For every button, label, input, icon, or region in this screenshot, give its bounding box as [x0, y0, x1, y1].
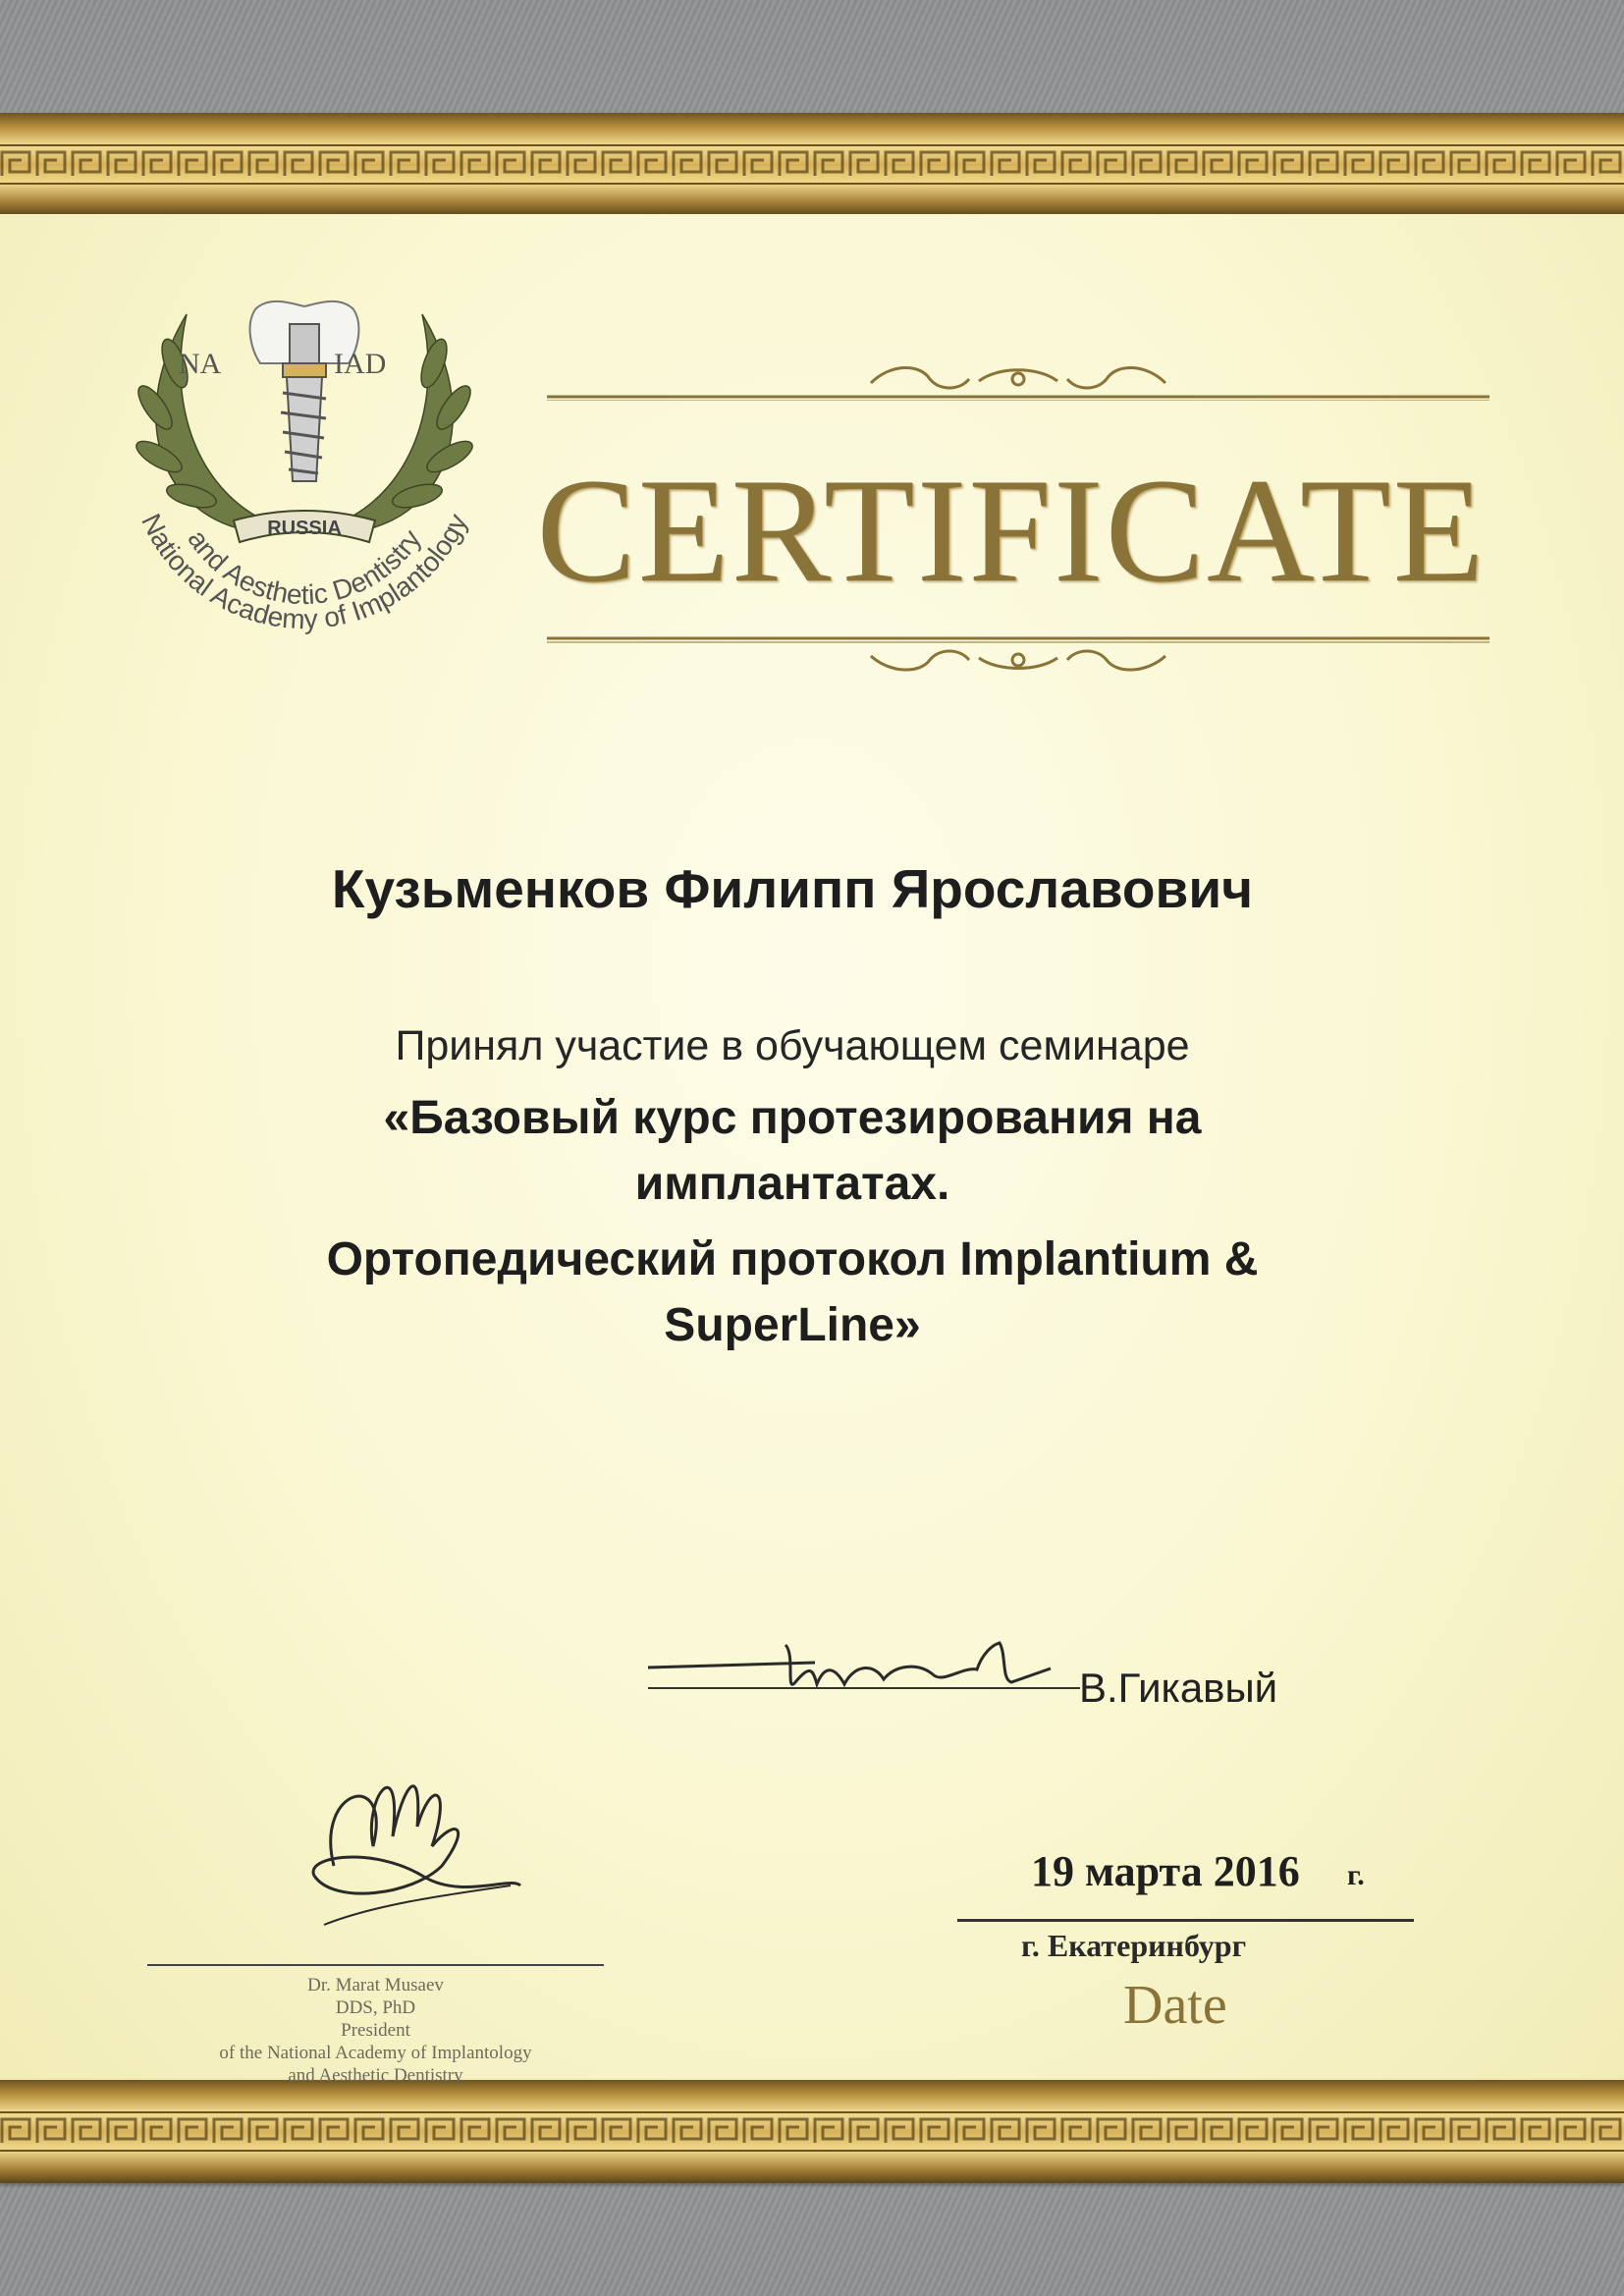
logo-na-text: NA [179, 348, 222, 380]
logo-arc-line1: National Academy of Implantology [135, 509, 473, 635]
president-signature-line [147, 1964, 604, 1966]
course-line: SuperLine» [664, 1299, 921, 1351]
bottom-border-pattern [0, 2080, 1624, 2183]
date-line [957, 1919, 1414, 1922]
certificate-date: 19 марта 2016 [1031, 1847, 1300, 1895]
certificate-city: г. Екатеринбург [1021, 1928, 1247, 1963]
president-role: President [341, 2020, 410, 2041]
logo-arc-line2: and Aesthetic Dentistry [182, 523, 427, 611]
date-label: Date [1123, 1975, 1227, 2036]
russia-ribbon [234, 511, 375, 542]
president-signature [295, 1728, 540, 1944]
participation-text: Принял участие в обучающем семинаре [395, 1022, 1190, 1069]
title-ornament-bottom [547, 636, 1489, 676]
recipient-name: Кузьменков Филипп Ярославович [331, 858, 1254, 919]
president-degree: DDS, PhD [335, 1997, 416, 2018]
instructor-name: В.Гикавый [1079, 1665, 1278, 1711]
bottom-gold-border [0, 2080, 1624, 2183]
president-org-line: of the National Academy of Implantology [219, 2043, 532, 2063]
president-name: Dr. Marat Musaev [307, 1975, 444, 1995]
course-line: имплантатах. [634, 1158, 950, 1210]
course-line: Ортопедический протокол Implantium & [326, 1233, 1259, 1285]
ribbon-text: RUSSIA [267, 518, 342, 539]
president-credentials [147, 1974, 604, 2087]
president-org-line: and Aesthetic Dentistry [288, 2065, 463, 2086]
top-gold-border [0, 113, 1624, 216]
top-border-pattern [0, 113, 1624, 216]
tooth-implant-icon [250, 301, 359, 481]
instructor-signature-line [648, 1687, 1080, 1689]
title-ornament-top [547, 361, 1489, 401]
certificate-title: CERTIFICATE [536, 448, 1487, 613]
course-line: «Базовый курс протезирования на [383, 1092, 1202, 1144]
instructor-signature [638, 1625, 1110, 1714]
naiad-logo [98, 295, 511, 707]
logo-iad-text: IAD [334, 348, 387, 380]
date-year-suffix: г. [1347, 1859, 1365, 1891]
course-title [157, 1085, 1428, 1358]
